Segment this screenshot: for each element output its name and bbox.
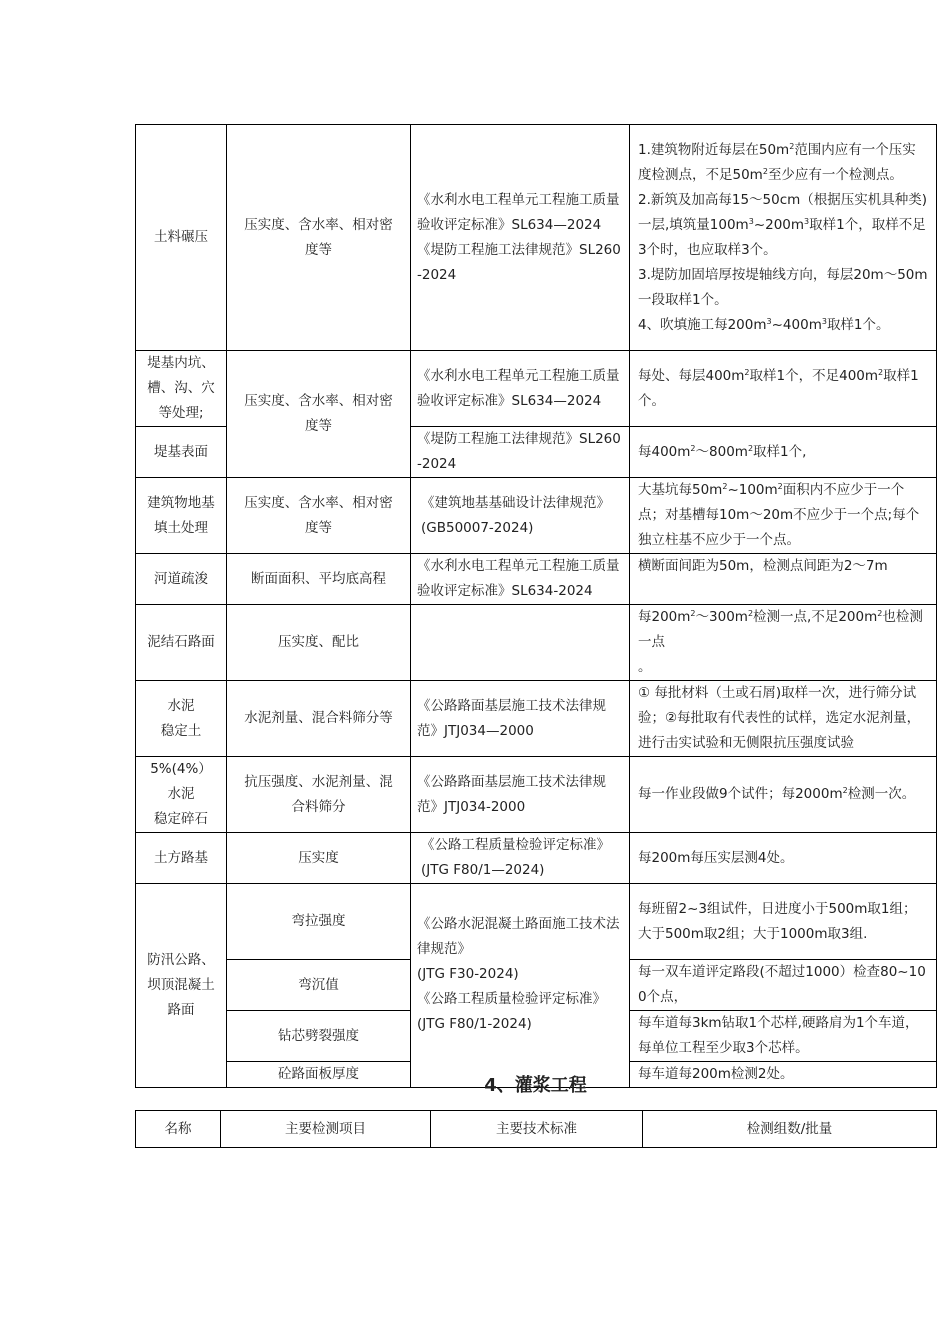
name-cell: 泥结石路面 [136, 605, 227, 681]
qty-text: 取样1个。 [826, 316, 890, 333]
table-header-row [136, 1111, 937, 1148]
qty-text: 也检测一点 。 [638, 609, 923, 675]
quantity-cell [630, 351, 937, 427]
standard-cell: 《水利水电工程单元工程施工质量验收评定标准》SL634—2024 《堤防工程施工法律规范》SL260-2024 [411, 125, 630, 351]
qty-text: 取样1个，取样不足3个时，也应取样3个。 [638, 216, 926, 258]
qty-text: 2.新筑及加高每15～50cm（根据压实机具种类)一层,填筑量100m [638, 191, 928, 233]
standard-cell: 《水利水电工程单元工程施工质量验收评定标准》SL634—2024 [411, 351, 630, 427]
qty-text: 取样1个。 [638, 367, 919, 409]
qty-sup: 2 [747, 609, 754, 618]
qty-text: ～800m [695, 443, 748, 460]
quantity-cell: 每车道每3km钻取1个芯样,硬路肩为1个车道，每单位工程至少取3个芯样。 [630, 1011, 937, 1062]
name-cell: 防汛公路、坝顶混凝土路面 [136, 884, 227, 1088]
items-cell: 弯沉值 [227, 960, 411, 1011]
qty-sup: 2 [690, 443, 696, 453]
qty-text: 每一作业段做9个试件；每2000m [638, 786, 843, 802]
header-name: 名称 [136, 1111, 221, 1148]
qty-text: ~400m [771, 316, 822, 333]
items-cell: 钻芯劈裂强度 [227, 1011, 411, 1062]
table-row [136, 605, 937, 681]
quantity-cell [630, 478, 937, 554]
name-cell: 建筑物地基填土处理 [136, 478, 227, 554]
name-cell: 河道疏浚 [136, 554, 227, 605]
table-row [136, 681, 937, 757]
quantity-cell: 每一双车道评定路段(不超过1000）检查80~100个点， [630, 960, 937, 1011]
name-cell: 5%(4%） 水泥 稳定碎石 [136, 757, 227, 833]
qty-sup: 3 [766, 316, 772, 326]
qty-sup: 2 [789, 141, 795, 151]
standard-cell: 《水利水电工程单元工程施工质量验收评定标准》SL634-2024 [411, 554, 630, 605]
items-cell: 弯拉强度 [227, 884, 411, 960]
qty-text: 每400m [638, 443, 691, 460]
qty-text: 检测一次。 [847, 786, 916, 802]
name-cell: 堤基内坑、槽、沟、穴等处理; [136, 351, 227, 427]
name-cell: 水泥 稳定土 [136, 681, 227, 757]
name-cell: 土方路基 [136, 833, 227, 884]
table-row [136, 833, 937, 884]
quantity-cell: 每班留2~3组试件，日进度小于500m取1组；大于500m取2组；大于1000m取3组. [630, 884, 937, 960]
qty-sup: 2 [762, 166, 768, 176]
qty-text: 大基坑每50m [638, 482, 723, 498]
quantity-cell: ① 每批材料（土或石屑)取样一次，进行筛分试验；②每批取有代表性的试样，选定水泥剂量，进行击实试验和无侧限抗压强度试验 [630, 681, 937, 757]
qty-text: 至少应有一个检测点。 [767, 166, 903, 183]
quantity-cell [630, 605, 937, 681]
standard-cell: 《建筑地基基础设计法律规范》(GB50007-2024) [411, 478, 630, 554]
qty-sup: 2 [690, 609, 696, 618]
qty-sup: 2 [722, 482, 728, 491]
items-cell: 压实度、含水率、相对密度等 [227, 351, 411, 478]
quantity-cell: 每200m每压实层测4处。 [630, 833, 937, 884]
items-cell: 砼路面板厚度 [227, 1062, 411, 1088]
items-cell: 抗压强度、水泥剂量、混合料筛分 [227, 757, 411, 833]
qty-text: 3.堤防加固培厚按堤轴线方向，每层20m～50m一段取样1个。 [638, 266, 928, 308]
qty-text: ～300m [695, 609, 748, 625]
qty-text: 每200m [638, 609, 691, 625]
qty-sup: 3 [804, 216, 810, 226]
standard-cell: 《公路水泥混凝土路面施工技术法律规范》 (JTG F30-2024) 《公路工程质量检验评定标准》 (JTG F80/1-2024) [411, 884, 630, 1088]
name-cell: 土料碾压 [136, 125, 227, 351]
table-row [136, 554, 937, 605]
qty-text: 检测一点,不足200m [753, 609, 878, 625]
qty-text: 1.建筑物附近每层在50m [638, 141, 790, 158]
grouting-table [135, 1110, 937, 1148]
quantity-cell [630, 427, 937, 478]
standard-cell: 《公路工程质量检验评定标准》 (JTG F80/1—2024) [411, 833, 630, 884]
standard-cell [411, 605, 630, 681]
items-cell: 断面面积、平均底高程 [227, 554, 411, 605]
table-row [136, 125, 937, 351]
quantity-cell: 横断面间距为50m，检测点间距为2～7m [630, 554, 937, 605]
qty-text: 取样1个, [753, 443, 807, 460]
name-cell: 堤基表面 [136, 427, 227, 478]
items-cell: 压实度 [227, 833, 411, 884]
quantity-cell: 每车道每200m检测2处。 [630, 1062, 937, 1088]
qty-sup: 2 [747, 443, 754, 453]
header-standard: 主要技术标准 [431, 1111, 643, 1148]
table-row [136, 351, 937, 427]
items-cell: 压实度、含水率、相对密度等 [227, 478, 411, 554]
quantity-cell [630, 125, 937, 351]
inspection-table [135, 124, 937, 1088]
qty-text: 每处、每层400m [638, 367, 745, 384]
qty-sup: 3 [821, 316, 827, 326]
header-quantity: 检测组数/批量 [643, 1111, 937, 1148]
table-row [136, 478, 937, 554]
items-cell: 水泥剂量、混合料筛分等 [227, 681, 411, 757]
items-cell: 压实度、含水率、相对密度等 [227, 125, 411, 351]
qty-sup: 2 [877, 609, 883, 618]
qty-sup: 3 [748, 216, 754, 226]
table-row [136, 757, 937, 833]
qty-sup: 2 [744, 367, 750, 377]
qty-text: 面积内不应少于一个点；对基槽每10m～20m不应少于一个点;每个独立柱基不应少于一个点。 [638, 482, 920, 548]
section-title: 4、灌浆工程 [484, 1075, 587, 1096]
qty-text: ~200m [753, 216, 805, 233]
qty-text: 取样1个，不足400m [749, 367, 879, 384]
quantity-cell [630, 757, 937, 833]
qty-text: 范围内应有一个压实度检测点，不足50m [638, 141, 916, 183]
table-row [136, 884, 937, 960]
standard-cell: 《堤防工程施工法律规范》SL260-2024 [411, 427, 630, 478]
items-cell: 压实度、配比 [227, 605, 411, 681]
standard-cell: 《公路路面基层施工技术法律规范》JTJ034—2000 [411, 681, 630, 757]
qty-sup: 2 [878, 367, 884, 377]
qty-sup: 2 [842, 786, 848, 795]
standard-cell: 《公路路面基层施工技术法律规范》JTJ034-2000 [411, 757, 630, 833]
qty-text: ~100m [727, 482, 778, 498]
qty-text: 4、吹填施工每200m [638, 316, 767, 333]
qty-sup: 2 [777, 482, 783, 491]
header-items: 主要检测项目 [221, 1111, 431, 1148]
